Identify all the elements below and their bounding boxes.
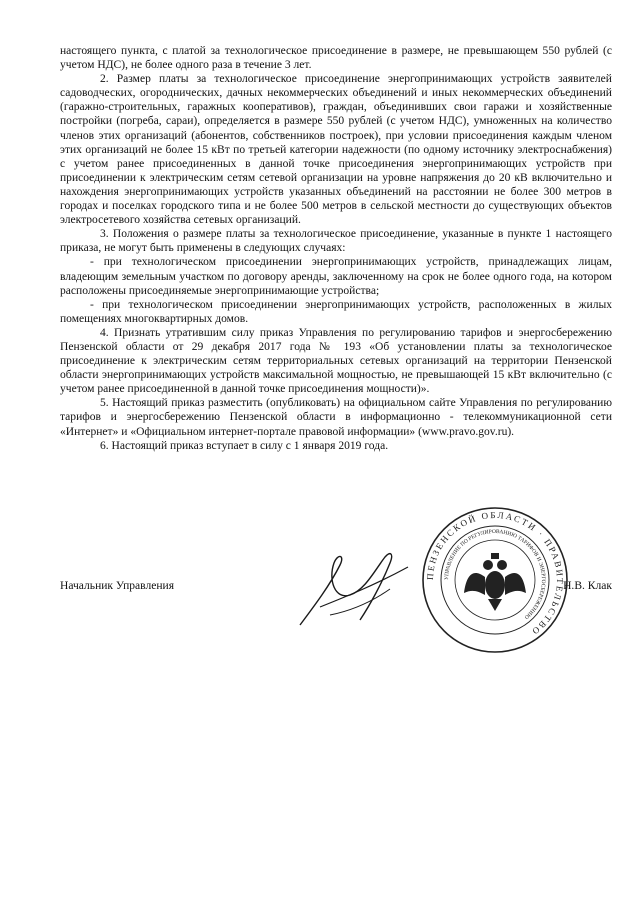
paragraph-6: 6. Настоящий приказ вступает в силу с 1 января 2019 года. — [100, 439, 389, 452]
paragraph-4: 4. Признать утратившим силу приказ Управления по регулированию тарифов и энергосбережению Пензенской области от 29 декабря 2017 года № 193 «Об установлении платы за технологическое присоединение к электрическим сетям территориальных сетевых организаций на территории Пензенской области энергопринимающих устройств максимальной мощностью, не превышающей 15 кВт включительно (с учетом ранее присоединенной в данной точке присоединения мощности)». — [60, 326, 612, 396]
paragraph-5: 5. Настоящий приказ разместить (опубликовать) на официальном сайте Управления по регулированию тарифов и энергосбережению Пензенской области в информационно - телекоммуникационной сети «Интернет» и «Официальном интернет-портале правовой информации» (www.pravo.gov.ru). — [60, 397, 612, 438]
list-item-lease: - при технологическом присоединении энергопринимающих устройств, принадлежащих лицам, владеющим земельным участком по договору аренды, заключенному на срок не более одного года, на котором расположены присоединяемые энергопринимающие устройства; — [60, 256, 612, 297]
official-seal — [420, 505, 570, 655]
document-body — [60, 44, 612, 453]
signer-name: Н.В. Клак — [563, 580, 612, 592]
seal-outer-text: ПЕНЗЕНСКОЙ ОБЛАСТИ · ПРАВИТЕЛЬСТВО — [424, 509, 566, 638]
paragraph-2: 2. Размер платы за технологическое присоединение энергопринимающих устройств заявителей садоводческих, огороднических, дачных некоммерческих объединений и иных некоммерческих объединений (гаражно-строительных, гаражных кооперативов), граждан, объединивших свои гаражи и хозяйственные постройки (погреба, сараи), определяется в размере 550 рублей (с учетом НДС), умноженных на количество членов этих организаций (абонентов, собственников построек), при условии присоединения каждым членом этих организаций не более 15 кВт по третьей категории надежности (по одному источнику электроснабжения) с учетом ранее присоединенных в данной точке присоединения энергопринимающих устройств при присоединении к электрическим сетям сетевой организации на уровне напряжения до 20 кВ включительно и нахождения энергопринимающих устройств указанных объединений на расстоянии не более 300 метров в городах и поселках городского типа и не более 500 метров в сельской местности до существующих объектов электросетевого хозяйства сетевых организаций. — [60, 73, 612, 227]
paragraph-1-continuation: настоящего пункта, с платой за технологическое присоединение в размере, не превышающем 550 рублей (с учетом НДС), не более одного раза в течение 3 лет. — [60, 45, 612, 72]
list-item-apartments: - при технологическом присоединении энергопринимающих устройств, расположенных в жилых помещениях многоквартирных домов. — [60, 298, 612, 325]
paragraph-3: 3. Положения о размере платы за технологическое присоединение, указанные в пункте 1 настоящего приказа, не могут быть применены в следующих случаях: — [60, 228, 612, 255]
seal-inner-text: УПРАВЛЕНИЕ ПО РЕГУЛИРОВАНИЮ ТАРИФОВ И ЭНЕРГОСБЕРЕЖЕНИЮ — [443, 528, 547, 620]
position-title: Начальник Управления — [60, 580, 175, 592]
handwritten-signature — [290, 545, 420, 635]
eagle-emblem-icon — [464, 553, 526, 611]
